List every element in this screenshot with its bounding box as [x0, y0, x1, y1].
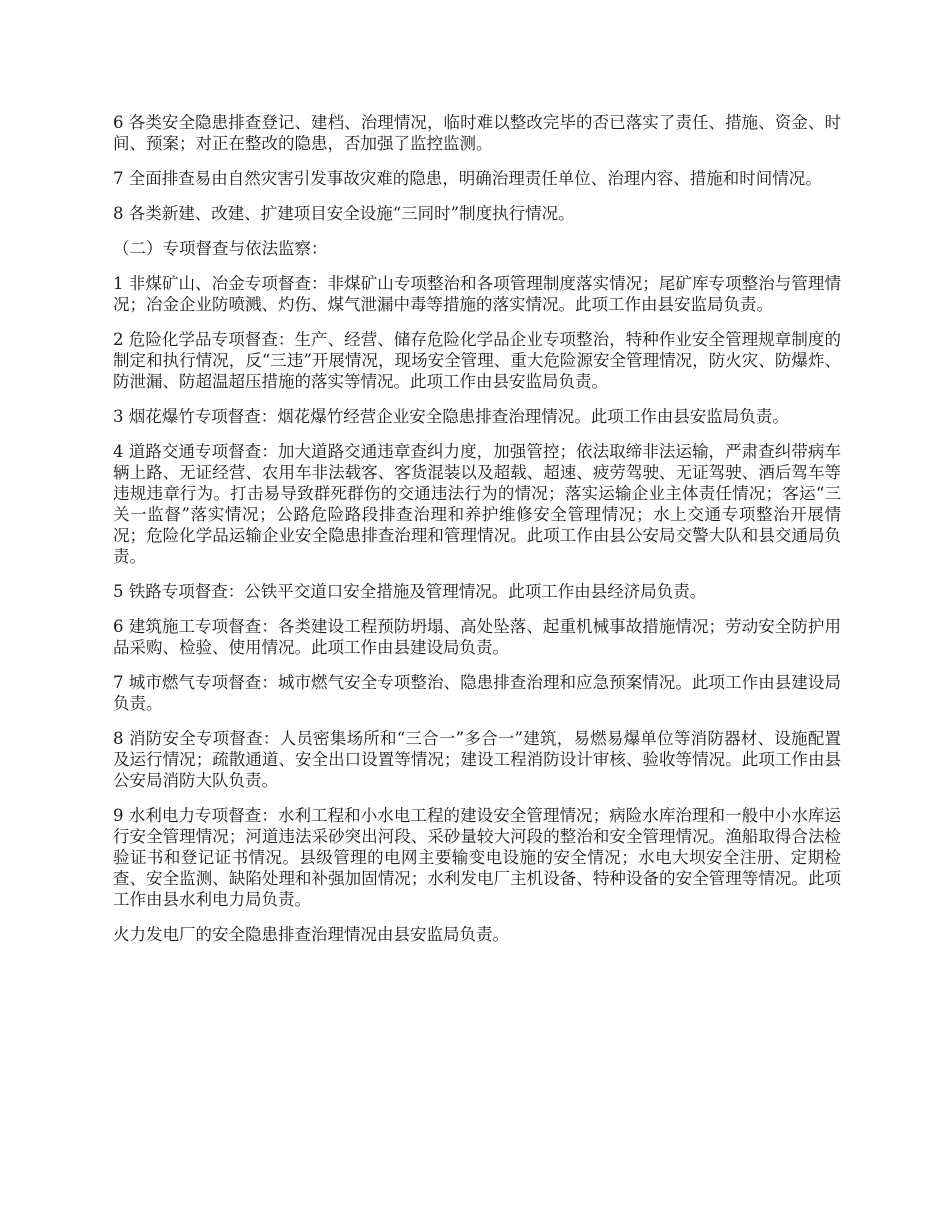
paragraph-fireworks: 3 烟花爆竹专项督查：烟花爆竹经营企业安全隐患排查治理情况。此项工作由县安监局负责。 — [113, 407, 789, 426]
paragraph-fire-safety: 8 消防安全专项督查：人员密集场所和“三合一”多合一”建筑，易燃易爆单位等消防器材、设施配置及运行情况；疏散通道、安全出口设置等情况；建设工程消防设计审核、验收等情况。此项工作由县公安局消防大队负责。 — [113, 729, 841, 790]
paragraph-construction: 6 建筑施工专项督查：各类建设工程预防坍塌、高处坠落、起重机械事故措施情况；劳动安全防护用品采购、检验、使用情况。此项工作由县建设局负责。 — [113, 617, 841, 657]
paragraph-water-power: 9 水利电力专项督查：水利工程和小水电工程的建设安全管理情况；病险水库治理和一般中小水库运行安全管理情况；河道违法采砂突出河段、采砂量较大河段的整治和安全管理情况。渔船取得合法检验证书和登记证书情况。县级管理的电网主要输变电设施的安全情况；水电大坝安全注册、定期检查、安全监测、缺陷处理和补强加固情况；水利发电厂主机设备、特种设备的安全管理等情况。此项工作由县水利电力局负责。 — [113, 806, 841, 909]
paragraph-road-traffic: 4 道路交通专项督查：加大道路交通违章查纠力度，加强管控；依法取缔非法运输，严肃查纠带病车辆上路、无证经营、农用车非法载客、客货混装以及超载、超速、疲劳驾驶、无证驾驶、酒后驾车等违规违章行为。打击易导致群死群伤的交通违法行为的情况；落实运输企业主体责任情况；客运“三关一监督”落实情况；公路危险路段排查治理和养护维修安全管理情况；水上交通专项整治开展情况；危险化学品运输企业安全隐患排查治理和管理情况。此项工作由县公安局交警大队和县交通局负责。 — [113, 442, 841, 566]
paragraph-item-6-hazard-registration: 6 各类安全隐患排查登记、建档、治理情况，临时难以整改完毕的否已落实了责任、措施、资金、时间、预案；对正在整改的隐患，否加强了监控监测。 — [113, 113, 841, 153]
paragraph-thermal-power: 火力发电厂的安全隐患排查治理情况由县安监局负责。 — [113, 925, 509, 944]
paragraph-mining-metallurgy: 1 非煤矿山、冶金专项督查：非煤矿山专项整治和各项管理制度落实情况；尾矿库专项整治与管理情况；冶金企业防喷溅、灼伤、煤气泄漏中毒等措施的落实情况。此项工作由县安监局负责。 — [113, 274, 841, 314]
document-body — [113, 112, 841, 959]
paragraph-item-7-natural-disaster-hazards: 7 全面排查易由自然灾害引发事故灾难的隐患，明确治理责任单位、治理内容、措施和时间情况。 — [113, 169, 822, 188]
paragraph-item-8-three-simultaneous: 8 各类新建、改建、扩建项目安全设施“三同时”制度执行情况。 — [113, 204, 575, 223]
paragraph-railway: 5 铁路专项督查：公铁平交道口安全措施及管理情况。此项工作由县经济局负责。 — [113, 582, 707, 601]
section-heading-special-inspection: （二）专项督查与依法监察： — [113, 239, 328, 258]
paragraph-hazardous-chemicals: 2 危险化学品专项督查：生产、经营、储存危险化学品企业专项整治，特种作业安全管理规章制度的制定和执行情况，反“三违”开展情况，现场安全管理、重大危险源安全管理情况，防火灾、防爆炸、防泄漏、防超温超压措施的落实等情况。此项工作由县安监局负责。 — [113, 330, 841, 391]
paragraph-city-gas: 7 城市燃气专项督查：城市燃气安全专项整治、隐患排查治理和应急预案情况。此项工作由县建设局负责。 — [113, 673, 841, 713]
